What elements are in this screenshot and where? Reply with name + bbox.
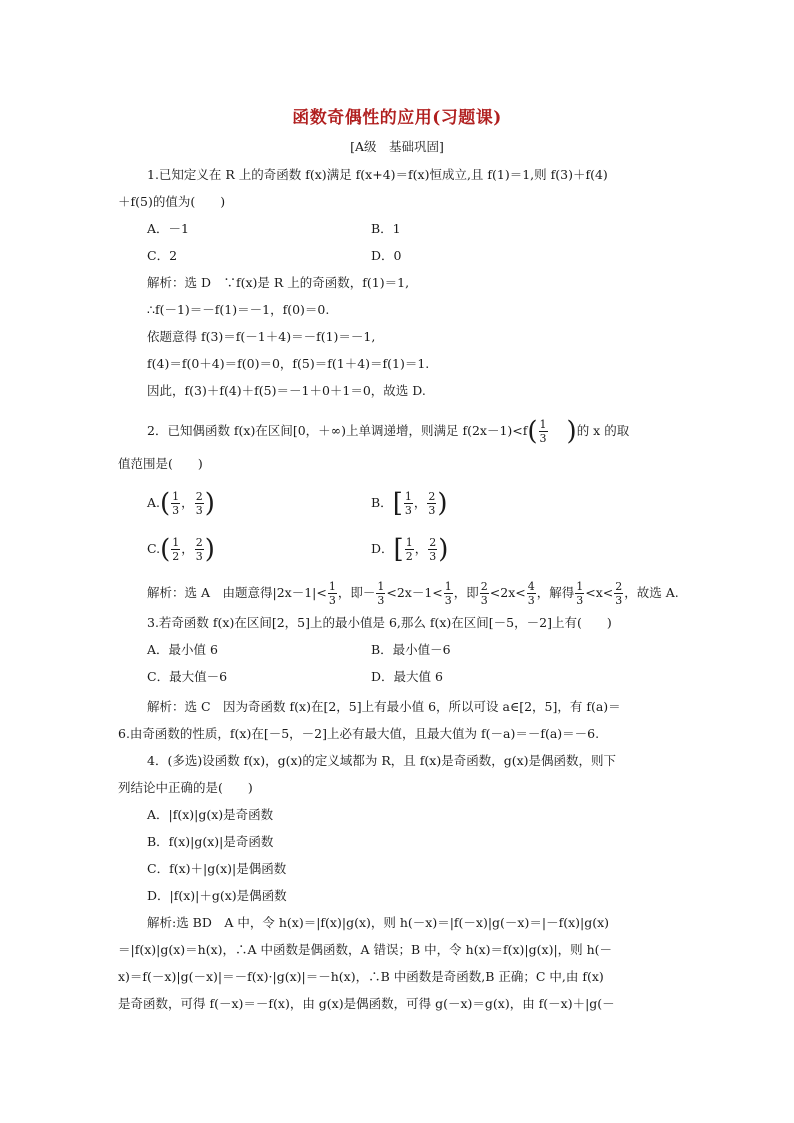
bracket-open: [: [393, 534, 404, 565]
q1-option-d: D．0: [371, 248, 402, 263]
fraction-one-third: [376, 580, 385, 607]
fraction-denominator: 3: [480, 594, 488, 607]
fraction-numerator: 2: [429, 536, 437, 549]
separator: ，: [181, 541, 194, 556]
q3-solution-line-1: 解析：选 C 因为奇函数 f(x)在[2，5]上有最小值 6，所以可设 a∈[2，5]，有 f(a)＝: [147, 699, 621, 714]
fraction-two-thirds: [427, 490, 436, 517]
separator: ，: [181, 495, 194, 510]
q2-solution-text: ，即: [453, 585, 479, 600]
fraction-numerator: 2: [480, 580, 488, 593]
paren-close: ): [204, 488, 215, 519]
fraction-denominator: 3: [377, 594, 385, 607]
fraction-numerator: 1: [172, 490, 180, 503]
fraction-numerator: 1: [444, 580, 452, 593]
fraction-four-thirds: [527, 580, 536, 607]
q4-solution-line-1: 解析:选 BD A 中，令 h(x)＝|f(x)|g(x)，则 h(－x)＝|f(－x)|g(－x)＝|－f(x)|g(x): [147, 915, 610, 930]
fraction-numerator: 1: [404, 490, 412, 503]
q1-solution-line-5: 因此，f(3)＋f(4)＋f(5)＝－1＋0＋1＝0，故选 D.: [147, 383, 426, 398]
fraction-one-third: [575, 580, 584, 607]
paren-close: ): [437, 488, 448, 519]
q4-solution-line-2: ＝|f(x)|g(x)＝h(x)，∴A 中函数是偶函数，A 错误；B 中，令 h(x)＝f(x)|g(x)|，则 h(－: [118, 942, 613, 957]
fraction-denominator: 3: [195, 550, 203, 563]
fraction-denominator: 3: [328, 594, 336, 607]
q2-stem-text: 2．已知偶函数 f(x)在区间[0，＋∞)上单调递增，则满足 f(2x－1)<f: [147, 423, 528, 438]
q1-option-a: A．－1: [147, 221, 189, 236]
paren-close: ): [438, 534, 449, 565]
fraction-numerator: 1: [539, 418, 547, 431]
q4-option-b: B．f(x)|g(x)|是奇函数: [147, 834, 274, 849]
q2-stem-text-tail: 的 x 的取: [576, 423, 630, 438]
q1-solution-line-1: 解析：选 D ∵f(x)是 R 上的奇函数，f(1)＝1,: [147, 275, 410, 290]
fraction-denominator: 3: [428, 504, 436, 517]
q3-option-b: B．最小值－6: [371, 642, 451, 657]
paren-close: ): [204, 534, 215, 565]
q4-option-c: C．f(x)＋|g(x)|是偶函数: [147, 861, 287, 876]
fraction-denominator: 3: [195, 504, 203, 517]
option-letter: B．: [371, 495, 393, 510]
option-letter: A.: [147, 495, 161, 510]
fraction-one-third: [171, 490, 180, 517]
fraction-denominator: 3: [527, 594, 535, 607]
q1-solution-line-3: 依题意得 f(3)＝f(－1＋4)＝－f(1)＝－1,: [147, 329, 376, 344]
fraction-numerator: 2: [195, 490, 203, 503]
q3-option-a: A．最小值 6: [147, 642, 218, 657]
fraction-numerator: 1: [328, 580, 336, 593]
fraction-one-third: [404, 490, 413, 517]
q2-solution: [147, 580, 679, 607]
fraction-numerator: 4: [527, 580, 535, 593]
fraction-denominator: 3: [404, 504, 412, 517]
q2-solution-text: <2x<: [489, 585, 526, 600]
fraction-denominator: 2: [405, 550, 413, 563]
q4-solution-line-4: 是奇函数，可得 f(－x)＝－f(x)，由 g(x)是偶函数，可得 g(－x)＝g(x)，由 f(－x)＋|g(－: [118, 996, 615, 1011]
fraction-two-thirds: [428, 536, 437, 563]
q2-option-d: [371, 536, 448, 563]
fraction-denominator: 3: [444, 594, 452, 607]
fraction-one-third: [328, 580, 337, 607]
fraction-denominator: 2: [172, 550, 180, 563]
option-letter: D．: [371, 541, 394, 556]
separator: ，: [414, 541, 428, 556]
document-title: 函数奇偶性的应用(习题课): [292, 108, 502, 128]
option-letter: C.: [147, 541, 161, 556]
q2-solution-text: <2x－1<: [386, 585, 443, 600]
fraction-numerator: 2: [428, 490, 436, 503]
q1-option-c: C．2: [147, 248, 178, 263]
q3-option-d: D．最大值 6: [371, 669, 443, 684]
q2-option-c: [147, 536, 215, 563]
q2-stem-line-1: [147, 418, 629, 445]
fraction-numerator: 1: [405, 536, 413, 549]
fraction-one-third: [539, 418, 548, 445]
q1-solution-line-2: ∴f(－1)＝－f(1)＝－1，f(0)＝0.: [147, 302, 330, 317]
fraction-one-half: [171, 536, 180, 563]
q2-solution-text: <x<: [585, 585, 614, 600]
q2-solution-text: ，解得: [536, 585, 575, 600]
q1-stem-line-2: ＋f(5)的值为( ): [118, 194, 226, 209]
paren-open: (: [527, 416, 538, 447]
fraction-denominator: 3: [576, 594, 584, 607]
q4-stem-line-2: 列结论中正确的是( ): [118, 780, 253, 795]
fraction-denominator: 3: [429, 550, 437, 563]
q1-option-b: B．1: [371, 221, 401, 236]
q3-solution-line-2: 6.由奇函数的性质，f(x)在[－5，－2]上必有最大值，且最大值为 f(－a)＝－f(a)＝－6.: [118, 726, 600, 741]
fraction-two-thirds: [195, 490, 204, 517]
bracket-open: [: [392, 488, 403, 519]
fraction-denominator: 3: [615, 594, 623, 607]
fraction-two-thirds: [614, 580, 623, 607]
fraction-numerator: 2: [615, 580, 623, 593]
q3-stem: 3.若奇函数 f(x)在区间[2，5]上的最小值是 6,那么 f(x)在区间[－5，－2]上有( ): [147, 615, 612, 630]
q4-stem-line-1: 4．(多选)设函数 f(x)，g(x)的定义域都为 R，且 f(x)是奇函数，g(x)是偶函数，则下: [147, 753, 617, 768]
fraction-two-thirds: [195, 536, 204, 563]
q4-solution-line-3: x)＝f(－x)|g(－x)|＝－f(x)·|g(x)|＝－h(x)，∴B 中函数是奇函数,B 正确；C 中,由 f(x): [118, 969, 604, 984]
paren-open: (: [160, 534, 171, 565]
paren-close: ): [566, 416, 577, 447]
fraction-one-third: [444, 580, 453, 607]
q1-solution-line-4: f(4)＝f(0＋4)＝f(0)＝0，f(5)＝f(1＋4)＝f(1)＝1.: [147, 356, 430, 371]
fraction-denominator: 3: [172, 504, 180, 517]
fraction-two-thirds: [480, 580, 489, 607]
q2-solution-text: 解析：选 A 由题意得|2x－1|<: [147, 585, 327, 600]
q2-stem-line-2: 值范围是( ): [118, 456, 203, 471]
paren-open: (: [160, 488, 171, 519]
q2-option-b: [371, 490, 448, 517]
fraction-numerator: 1: [377, 580, 385, 593]
section-heading: [A级 基础巩固]: [350, 139, 444, 154]
separator: ，: [413, 495, 427, 510]
q4-option-d: D．|f(x)|＋g(x)是偶函数: [147, 888, 287, 903]
q2-option-a: [147, 490, 215, 517]
fraction-numerator: 1: [576, 580, 584, 593]
q3-option-c: C．最大值－6: [147, 669, 228, 684]
q1-stem-line-1: 1.已知定义在 R 上的奇函数 f(x)满足 f(x+4)＝f(x)恒成立,且 f(1)＝1,则 f(3)＋f(4): [147, 167, 608, 182]
q4-option-a: A．|f(x)|g(x)是奇函数: [147, 807, 274, 822]
q2-solution-text: ，即－: [337, 585, 376, 600]
q2-solution-text: ，故选 A.: [624, 585, 679, 600]
fraction-denominator: 3: [539, 432, 547, 445]
fraction-numerator: 1: [172, 536, 180, 549]
fraction-numerator: 2: [195, 536, 203, 549]
fraction-one-half: [405, 536, 414, 563]
